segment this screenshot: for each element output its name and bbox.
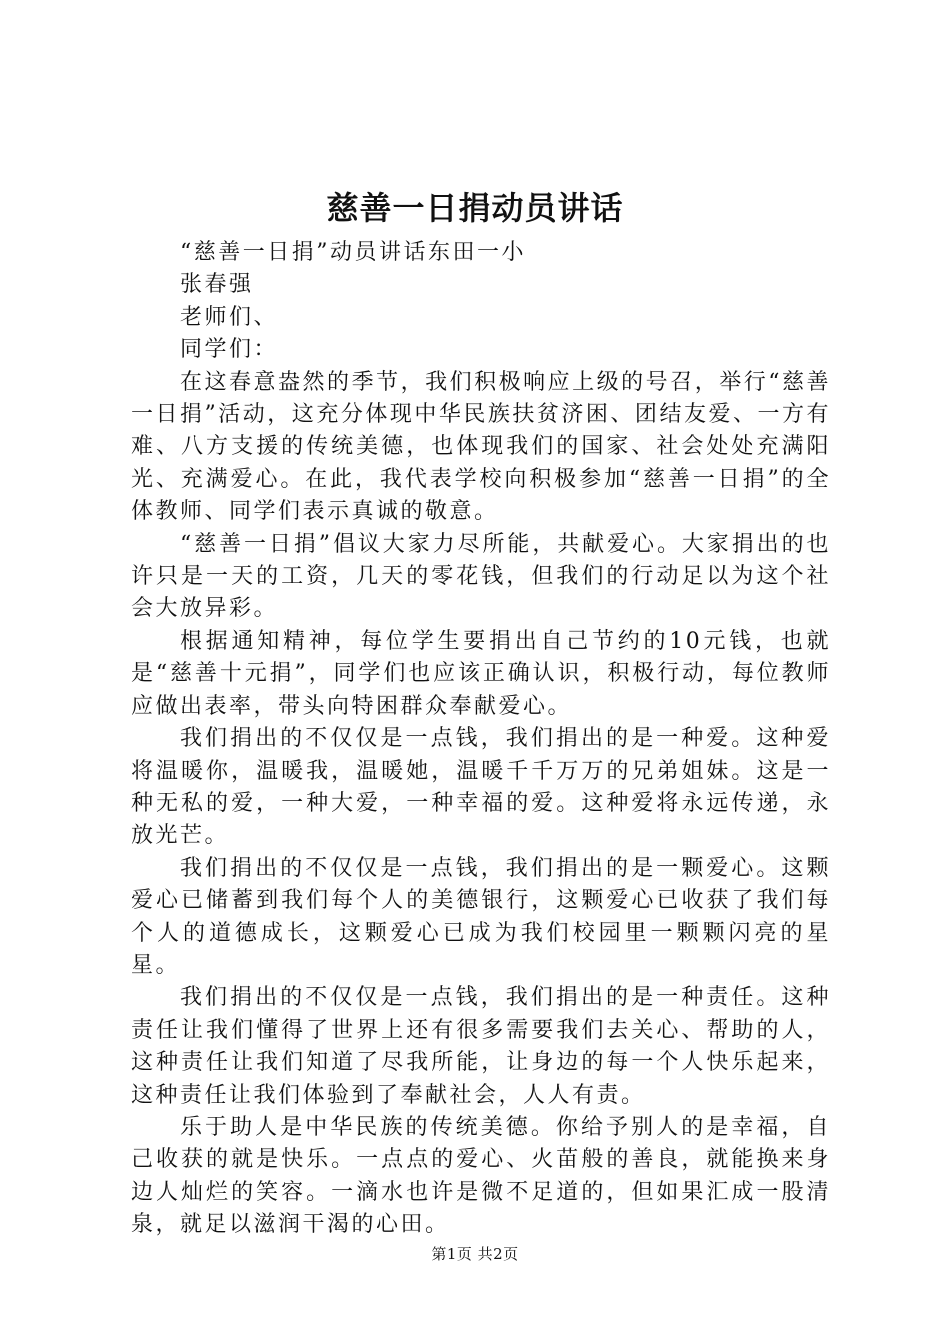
paragraph-5: 我们捐出的不仅仅是一点钱，我们捐出的是一颗爱心。这颗爱心已储蓄到我们每个人的美德银行，这颗爱心已收获了我们每个人的道德成长，这颗爱心已成为我们校园里一颗颗闪亮的星星。 <box>131 855 831 978</box>
paragraph-2: “慈善一日捐”倡议大家力尽所能，共献爱心。大家捐出的也许只是一天的工资，几天的零花钱，但我们的行动足以为这个社会大放异彩。 <box>131 531 831 622</box>
document-body <box>131 237 831 1242</box>
paragraph-1: 在这春意盎然的季节，我们积极响应上级的号召，举行“慈善一日捐”活动，这充分体现中华民族扶贫济困、团结友爱、一方有难、八方支援的传统美德，也体现我们的国家、社会处处充满阳光、充满爱心。在此，我代表学校向积极参加“慈善一日捐”的全体教师、同学们表示真诚的敬意。 <box>131 369 831 525</box>
paragraph-3: 根据通知精神，每位学生要捐出自己节约的10元钱，也就是“慈善十元捐”，同学们也应该正确认识，积极行动，每位教师应做出表率，带头向特困群众奉献爱心。 <box>131 628 831 719</box>
paragraph-4: 我们捐出的不仅仅是一点钱，我们捐出的是一种爱。这种爱将温暖你，温暖我，温暖她，温暖千千万万的兄弟姐妹。这是一种无私的爱，一种大爱，一种幸福的爱。这种爱将永远传递，永放光芒。 <box>131 726 831 849</box>
header-line-greeting-students: 同学们： <box>180 337 279 363</box>
page-footer: 第1页 共2页 <box>431 1245 519 1263</box>
header-line-author: 张春强 <box>180 272 254 298</box>
document-title: 慈善一日捐动员讲话 <box>326 189 624 227</box>
header-line-greeting-teachers: 老师们、 <box>180 304 279 330</box>
header-line-subtitle: “慈善一日捐”动员讲话东田一小 <box>180 240 526 265</box>
paragraph-7: 乐于助人是中华民族的传统美德。你给予别人的是幸福，自己收获的就是快乐。一点点的爱心、火苗般的善良，就能换来身边人灿烂的笑容。一滴水也许是微不足道的，但如果汇成一股清泉，就足以滋润干渴的心田。 <box>131 1114 831 1238</box>
paragraph-6: 我们捐出的不仅仅是一点钱，我们捐出的是一种责任。这种责任让我们懂得了世界上还有很多需要我们去关心、帮助的人，这种责任让我们知道了尽我所能，让身边的每一个人快乐起来，这种责任让我们体验到了奉献社会，人人有责。 <box>131 985 831 1108</box>
